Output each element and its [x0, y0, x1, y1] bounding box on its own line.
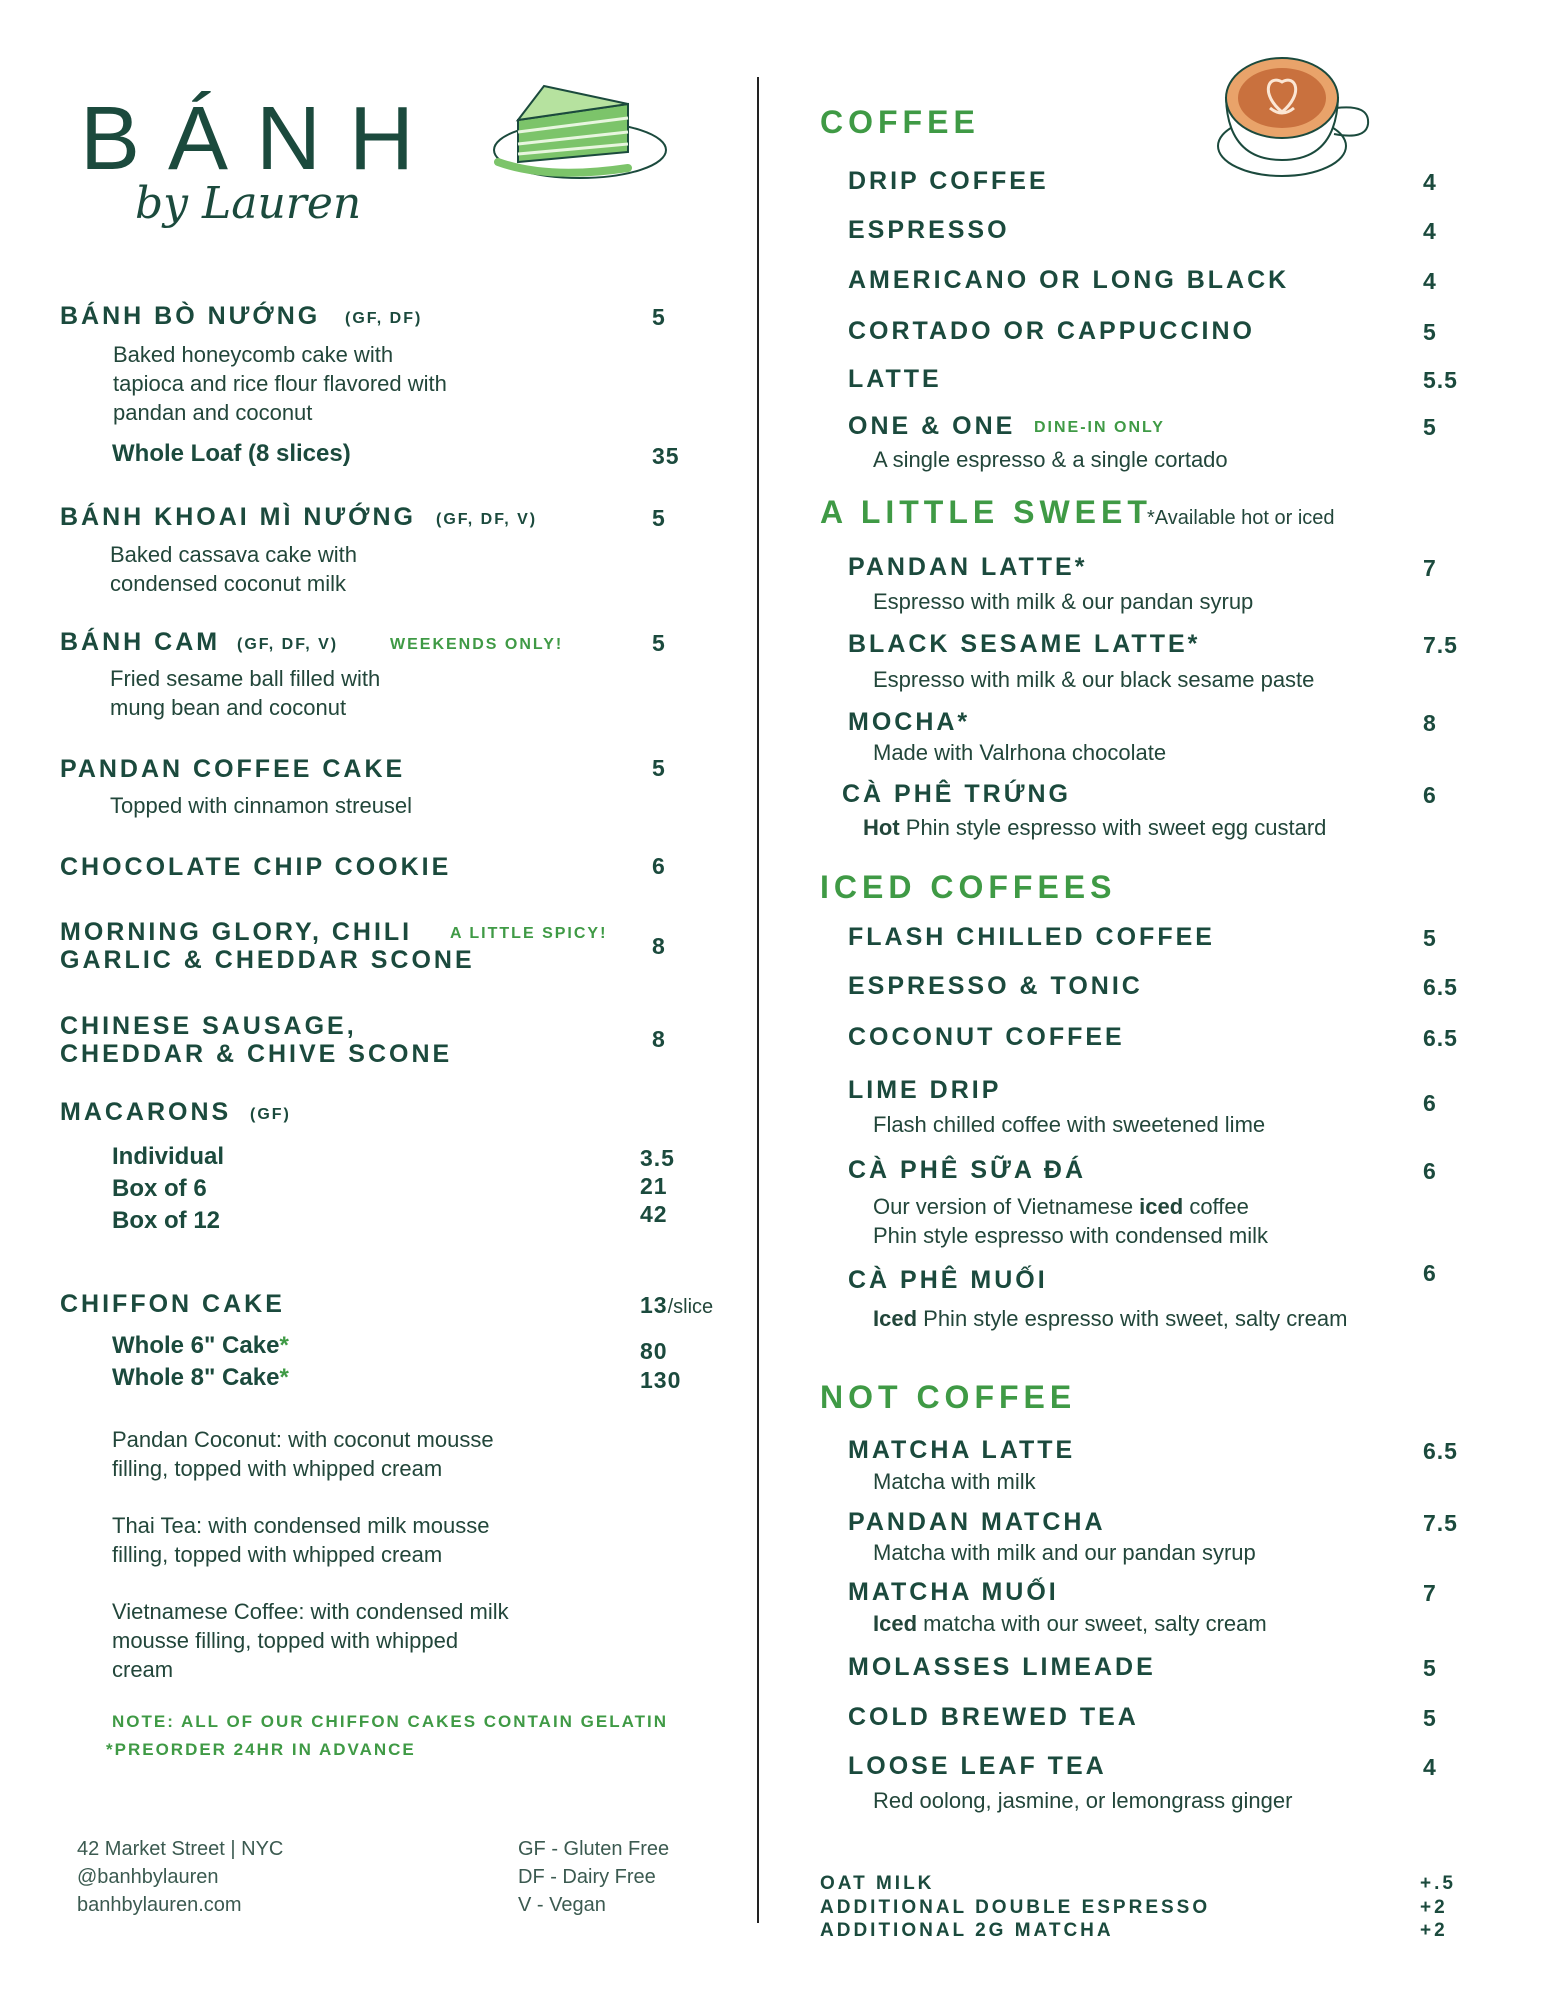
flavor-desc: filling, topped with whipped cream: [112, 1542, 443, 1567]
drink-name: LOOSE LEAF TEA: [848, 1752, 1107, 1780]
diet-legend: [518, 1835, 669, 1919]
section-title-sweet: A LITTLE SWEET: [820, 494, 1152, 530]
item-price: 5: [652, 630, 666, 656]
drink-price: 5: [1423, 925, 1437, 951]
drink-name: MOCHA*: [848, 708, 971, 736]
drink-name: COCONUT COFFEE: [848, 1023, 1125, 1051]
extra-price: +.5: [1420, 1873, 1456, 1894]
item-option: Box of 6: [112, 1175, 207, 1202]
price-unit: /slice: [667, 1296, 714, 1318]
drink-desc: Flash chilled coffee with sweetened lime: [873, 1112, 1266, 1137]
drink-name: MATCHA LATTE: [848, 1436, 1076, 1464]
item-price: 8: [652, 1026, 666, 1052]
footer-address: [77, 1835, 283, 1919]
drink-name: PANDAN MATCHA: [848, 1508, 1106, 1536]
drink-price: 6.5: [1423, 1025, 1458, 1051]
item-desc: condensed coconut milk: [110, 571, 347, 596]
drink-desc: Iced matcha with our sweet, salty cream: [873, 1611, 1267, 1636]
drink-desc: Espresso with milk & our pandan syrup: [873, 589, 1254, 614]
item-price: 6: [652, 853, 666, 879]
drink-desc: Made with Valrhona chocolate: [873, 740, 1167, 765]
website: banhbylauren.com: [77, 1894, 242, 1916]
drink-price: 5: [1423, 1705, 1437, 1731]
item-name: CHIFFON CAKE: [60, 1290, 285, 1318]
item-desc: tapioca and rice flour flavored with: [113, 371, 447, 396]
item-name: MORNING GLORY, CHILI: [60, 918, 413, 946]
drink-name: ESPRESSO & TONIC: [848, 972, 1143, 1000]
diet-tag: (GF, DF, V): [436, 511, 538, 528]
section-title-not-coffee: NOT COFFEE: [820, 1379, 1077, 1415]
drink-desc: Iced Phin style espresso with sweet, salty cream: [873, 1306, 1348, 1331]
drink-price: 4: [1423, 218, 1437, 244]
option-price: 35: [652, 443, 680, 469]
option-price: 42: [640, 1201, 668, 1227]
section-title-coffee: COFFEE: [820, 104, 980, 140]
drink-name: LIME DRIP: [848, 1076, 1002, 1104]
extra-name: ADDITIONAL DOUBLE ESPRESSO: [820, 1897, 1211, 1918]
gelatin-note: NOTE: ALL OF OUR CHIFFON CAKES CONTAIN GELATIN: [112, 1712, 669, 1731]
item-name: GARLIC & CHEDDAR SCONE: [60, 946, 475, 974]
drink-price: 8: [1423, 710, 1437, 736]
item-option: Whole 8" Cake*: [112, 1364, 289, 1391]
latte-cup-icon: [1210, 52, 1380, 182]
drink-price: 7.5: [1423, 1510, 1458, 1536]
drink-name: COLD BREWED TEA: [848, 1703, 1139, 1731]
drink-desc: Phin style espresso with condensed milk: [873, 1223, 1268, 1248]
drink-price: 4: [1423, 268, 1437, 294]
item-desc: pandan and coconut: [113, 400, 313, 425]
drink-price: 7.5: [1423, 632, 1458, 658]
flavor-desc: Thai Tea: with condensed milk mousse: [112, 1513, 490, 1538]
item-name: CHINESE SAUSAGE,: [60, 1012, 357, 1040]
drink-name: MATCHA MUỐI: [848, 1578, 1059, 1606]
drink-price: 6.5: [1423, 974, 1458, 1000]
item-name: BÁNH BÒ NƯỚNG: [60, 302, 321, 330]
drink-name: CÀ PHÊ TRỨNG: [842, 780, 1071, 808]
item-price: 8: [652, 933, 666, 959]
flavor-desc: cream: [112, 1657, 174, 1682]
preorder-note: *PREORDER 24HR IN ADVANCE: [106, 1740, 416, 1759]
drink-price: 6: [1423, 1260, 1437, 1286]
drink-price: 6: [1423, 1158, 1437, 1184]
drink-price: 5: [1423, 1655, 1437, 1681]
item-name: PANDAN COFFEE CAKE: [60, 755, 406, 783]
brand-title: BÁNH: [80, 89, 443, 189]
drink-name: CORTADO OR CAPPUCCINO: [848, 317, 1255, 345]
drink-desc: Our version of Vietnamese iced coffee: [873, 1194, 1249, 1219]
weekends-note: WEEKENDS ONLY!: [390, 636, 564, 653]
brand-subtitle: by Lauren: [135, 178, 362, 229]
option-price: 130: [640, 1367, 682, 1393]
drink-price: 6: [1423, 1090, 1437, 1116]
item-name: BÁNH CAM: [60, 628, 221, 656]
drink-desc: Red oolong, jasmine, or lemongrass ginger: [873, 1788, 1293, 1813]
option-price: 3.5: [640, 1145, 675, 1171]
drink-name: PANDAN LATTE*: [848, 553, 1088, 581]
chiffon-price: [640, 1292, 713, 1322]
drink-name: CÀ PHÊ SỮA ĐÁ: [848, 1156, 1086, 1184]
drink-name: MOLASSES LIMEADE: [848, 1653, 1156, 1681]
drink-price: 4: [1423, 169, 1437, 195]
section-title-iced: ICED COFFEES: [820, 869, 1117, 905]
item-desc: Fried sesame ball filled with: [110, 666, 381, 691]
option-price: 21: [640, 1173, 668, 1199]
item-name: CHOCOLATE CHIP COOKIE: [60, 853, 452, 881]
drink-price: 5: [1423, 319, 1437, 345]
item-price: 5: [652, 505, 666, 531]
item-desc: mung bean and coconut: [110, 695, 347, 720]
drink-price: 6.5: [1423, 1438, 1458, 1464]
diet-tag: (GF, DF): [345, 310, 423, 327]
item-price: 5: [652, 304, 666, 330]
diet-tag: (GF): [250, 1106, 291, 1123]
drink-price: 6: [1423, 782, 1437, 808]
item-name: CHEDDAR & CHIVE SCONE: [60, 1040, 453, 1068]
item-price: 13: [640, 1292, 668, 1318]
drink-price: 4: [1423, 1754, 1437, 1780]
drink-name: LATTE: [848, 365, 942, 393]
diet-tag: (GF, DF, V): [237, 636, 339, 653]
drink-desc: Matcha with milk and our pandan syrup: [873, 1540, 1256, 1565]
drink-desc: A single espresso & a single cortado: [873, 447, 1228, 472]
drink-name: BLACK SESAME LATTE*: [848, 630, 1201, 658]
extra-price: +2: [1420, 1920, 1448, 1941]
drink-name: AMERICANO OR LONG BLACK: [848, 266, 1290, 294]
extra-name: OAT MILK: [820, 1873, 935, 1894]
drink-price: 5.5: [1423, 367, 1458, 393]
drink-price: 7: [1423, 555, 1437, 581]
preorder-mark: *: [279, 1332, 289, 1359]
drink-desc: Espresso with milk & our black sesame paste: [873, 667, 1315, 692]
drink-name: ONE & ONE: [848, 412, 1016, 440]
drink-desc: Hot Phin style espresso with sweet egg custard: [863, 815, 1327, 840]
item-option: Whole Loaf (8 slices): [112, 440, 351, 467]
option-price: 80: [640, 1338, 668, 1364]
drink-price: 5: [1423, 414, 1437, 440]
flavor-desc: Vietnamese Coffee: with condensed milk: [112, 1599, 509, 1624]
flavor-desc: mousse filling, topped with whipped: [112, 1628, 459, 1653]
flavor-desc: filling, topped with whipped cream: [112, 1456, 443, 1481]
item-option: Individual: [112, 1143, 225, 1170]
social-handle: @banhbylauren: [77, 1866, 219, 1888]
item-name: BÁNH KHOAI MÌ NƯỚNG: [60, 503, 416, 531]
preorder-mark: *: [279, 1364, 289, 1391]
dine-in-note: DINE-IN ONLY: [1034, 419, 1165, 436]
drink-name: DRIP COFFEE: [848, 167, 1049, 195]
item-option: Whole 6" Cake*: [112, 1332, 289, 1359]
extra-name: ADDITIONAL 2G MATCHA: [820, 1920, 1114, 1941]
flavor-desc: Pandan Coconut: with coconut mousse: [112, 1427, 494, 1452]
column-divider: [757, 77, 759, 1923]
legend-item: GF - Gluten Free: [518, 1838, 670, 1860]
item-desc: Topped with cinnamon streusel: [110, 793, 413, 818]
legend-item: V - Vegan: [518, 1894, 606, 1916]
extra-price: +2: [1420, 1897, 1448, 1918]
address-line: 42 Market Street | NYC: [77, 1838, 284, 1860]
item-price: 5: [652, 755, 666, 781]
cake-slice-icon: [488, 80, 668, 185]
drink-price: 7: [1423, 1580, 1437, 1606]
drink-name: CÀ PHÊ MUỐI: [848, 1266, 1048, 1294]
item-option: Box of 12: [112, 1207, 221, 1234]
item-name: MACARONS: [60, 1098, 232, 1126]
drink-desc: Matcha with milk: [873, 1469, 1036, 1494]
drink-name: ESPRESSO: [848, 216, 1010, 244]
legend-item: DF - Dairy Free: [518, 1866, 656, 1888]
item-desc: Baked honeycomb cake with: [113, 342, 394, 367]
item-desc: Baked cassava cake with: [110, 542, 358, 567]
drink-name: FLASH CHILLED COFFEE: [848, 923, 1215, 951]
spicy-note: A LITTLE SPICY!: [450, 925, 608, 942]
section-subtitle: *Available hot or iced: [1147, 507, 1335, 529]
